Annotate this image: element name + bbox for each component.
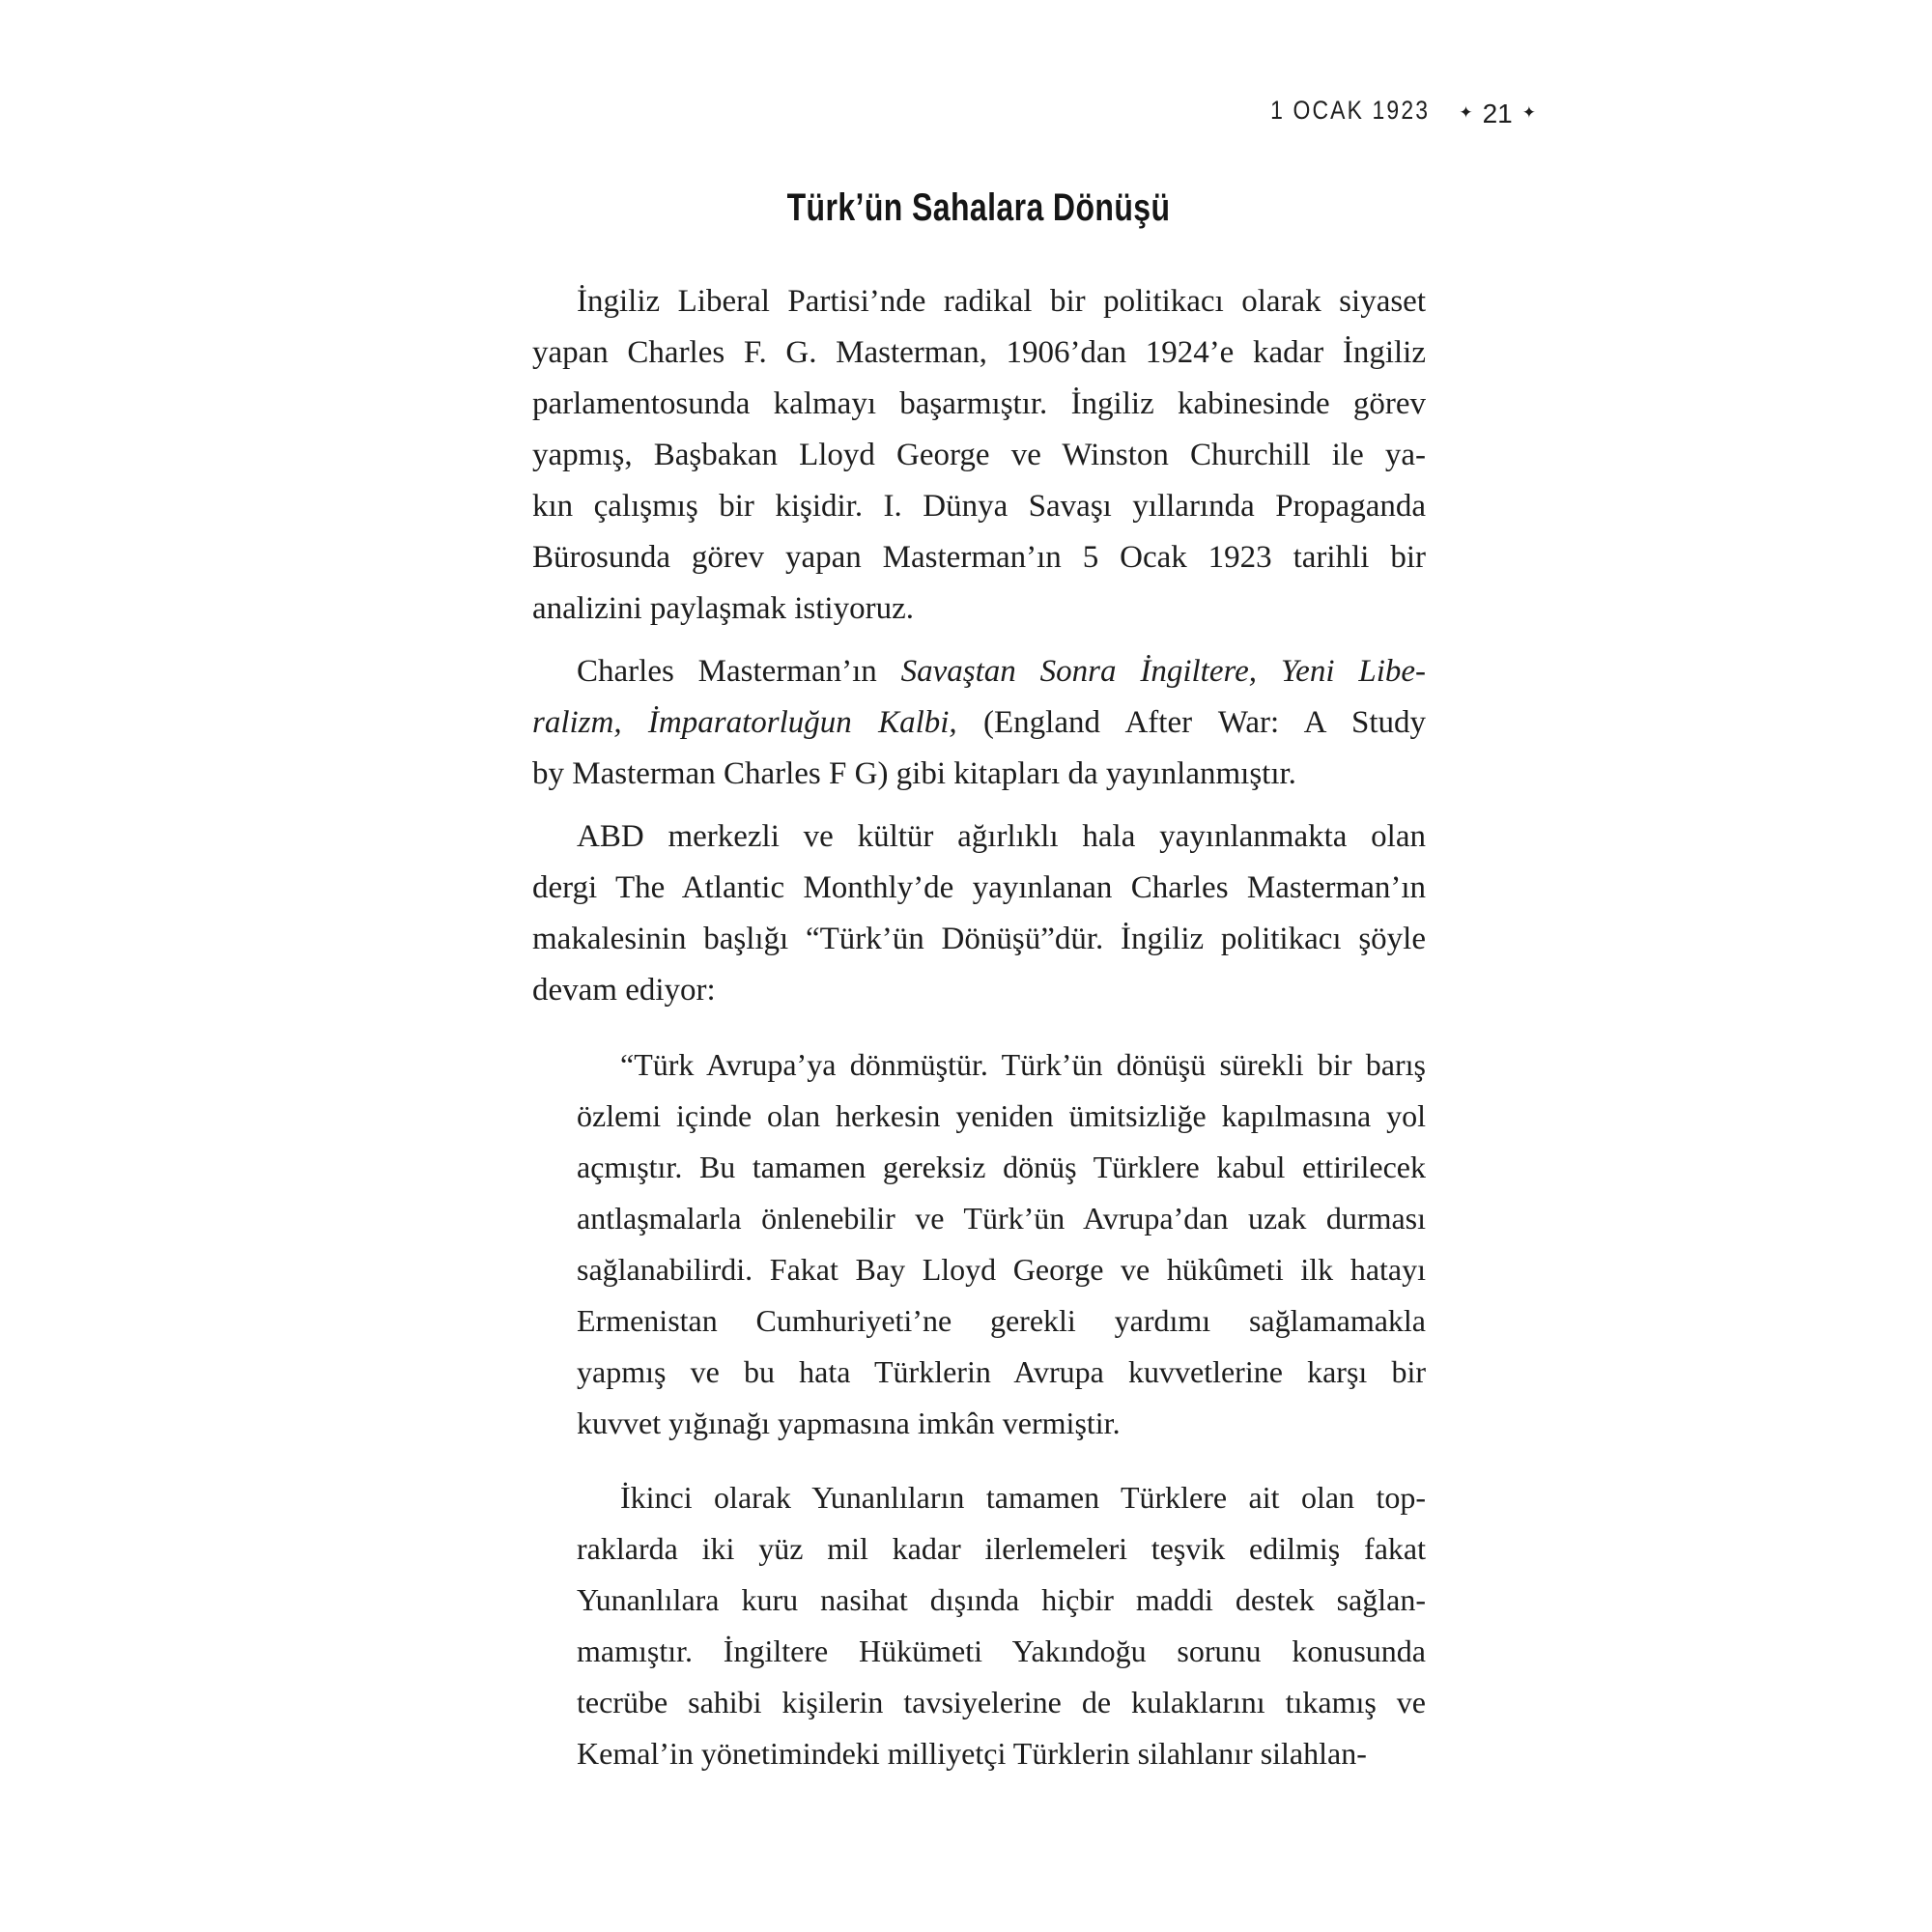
running-head-date: 1 OCAK 1923 (1270, 96, 1431, 125)
text-segment: raklarda iki yüz mil kadar ilerlemeleri teşvik edilmiş fakat (577, 1531, 1426, 1566)
text-segment: yapmış ve bu hata Türklerin Avrupa kuvvetlerine karşı bir (577, 1354, 1426, 1389)
text-segment: mamıştır. İngiltere Hükümeti Yakındoğu sorunu konusunda (577, 1634, 1426, 1668)
text-segment: Kemal’in yönetimindeki milliyetçi Türklerin silahlanır silahlan- (577, 1736, 1367, 1771)
text-line (532, 811, 1426, 863)
text-line (577, 1575, 1426, 1626)
text-segment: (England After War: A Study (956, 705, 1426, 740)
text-line (532, 863, 1426, 914)
text-line (532, 276, 1426, 327)
text-line (577, 1626, 1426, 1677)
text-line (532, 697, 1426, 749)
text-line (577, 1244, 1426, 1295)
text-line (577, 1193, 1426, 1244)
text-line (532, 379, 1426, 430)
text-line (532, 532, 1426, 583)
chapter-title-text: Türk’ün Sahalara Dönüşü (787, 186, 1171, 229)
page-number (1459, 99, 1536, 129)
text-line (577, 1677, 1426, 1728)
text-segment: İkinci olarak Yunanlıların tamamen Türklere ait olan top- (620, 1480, 1426, 1515)
text-segment: açmıştır. Bu tamamen gereksiz dönüş Türklere kabul ettirilecek (577, 1150, 1426, 1184)
text-line (577, 1523, 1426, 1575)
text-segment: dergi The Atlantic Monthly’de yayınlanan Charles Masterman’ın (532, 870, 1426, 905)
chapter-title (532, 185, 1426, 230)
text-segment: devam ediyor: (532, 973, 716, 1008)
text-segment: kuvvet yığınağı yapmasına imkân vermiştir. (577, 1406, 1121, 1440)
text-segment: yapan Charles F. G. Masterman, 1906’dan 1924’e kadar İngiliz (532, 335, 1426, 370)
text-line (532, 646, 1426, 697)
text-segment: ABD merkezli ve kültür ağırlıklı hala yayınlanmakta olan (577, 819, 1426, 854)
text-segment: Bürosunda görev yapan Masterman’ın 5 Ocak 1923 tarihli bir (532, 540, 1426, 575)
text-segment: analizini paylaşmak istiyoruz. (532, 591, 914, 626)
text-line (577, 1142, 1426, 1193)
diamond-ornament-left-icon: ✦ (1459, 103, 1473, 122)
text-segment: kın çalışmış bir kişidir. I. Dünya Savaşı yıllarında Propaganda (532, 489, 1426, 524)
text-line (532, 965, 1426, 1016)
body-paragraph (532, 811, 1426, 1016)
quote-paragraph (577, 1039, 1426, 1449)
page-number-value: 21 (1482, 98, 1513, 128)
text-block (532, 276, 1426, 1779)
text-line (577, 1039, 1426, 1091)
text-line (577, 1728, 1426, 1779)
text-line (577, 1398, 1426, 1449)
text-segment: İngiliz Liberal Partisi’nde radikal bir politikacı olarak siyaset (577, 284, 1426, 319)
text-segment: makalesinin başlığı “Türk’ün Dönüşü”dür. İngiliz politikacı şöyle (532, 922, 1426, 956)
text-segment: antlaşmalarla önlenebilir ve Türk’ün Avrupa’dan uzak durması (577, 1201, 1426, 1236)
text-segment: özlemi içinde olan herkesin yeniden ümitsizliğe kapılmasına yol (577, 1098, 1426, 1133)
running-header (1242, 96, 1536, 129)
text-segment: Yunanlılara kuru nasihat dışında hiçbir maddi destek sağlan- (577, 1582, 1426, 1617)
text-segment: tecrübe sahibi kişilerin tavsiyelerine de kulaklarını tıkamış ve (577, 1685, 1426, 1719)
italic-text-segment: ralizm, İmparatorluğun Kalbi, (532, 705, 957, 740)
text-segment: by Masterman Charles F G) gibi kitapları da yayınlanmıştır. (532, 756, 1296, 791)
text-segment: Charles Masterman’ın (577, 654, 901, 689)
text-segment: yapmış, Başbakan Lloyd George ve Winston Churchill ile ya- (532, 438, 1426, 472)
text-line (577, 1347, 1426, 1398)
text-line (577, 1091, 1426, 1142)
text-segment: “Türk Avrupa’ya dönmüştür. Türk’ün dönüşü sürekli bir barış (620, 1047, 1426, 1082)
text-line (577, 1472, 1426, 1523)
text-line (532, 481, 1426, 532)
text-segment: parlamentosunda kalmayı başarmıştır. İngiliz kabinesinde görev (532, 386, 1426, 421)
italic-text-segment: Savaştan Sonra İngiltere, Yeni Libe- (900, 654, 1426, 689)
text-line (532, 327, 1426, 379)
diamond-ornament-right-icon: ✦ (1521, 103, 1536, 122)
text-segment: sağlanabilirdi. Fakat Bay Lloyd George ve hükûmeti ilk hatayı (577, 1252, 1426, 1287)
text-line (577, 1295, 1426, 1347)
text-line (532, 749, 1426, 800)
quote-paragraph (577, 1472, 1426, 1779)
body-paragraph (532, 646, 1426, 800)
text-segment: Ermenistan Cumhuriyeti’ne gerekli yardımı sağlamamakla (577, 1303, 1426, 1338)
text-line (532, 583, 1426, 635)
text-line (532, 914, 1426, 965)
body-paragraph (532, 276, 1426, 635)
text-line (532, 430, 1426, 481)
